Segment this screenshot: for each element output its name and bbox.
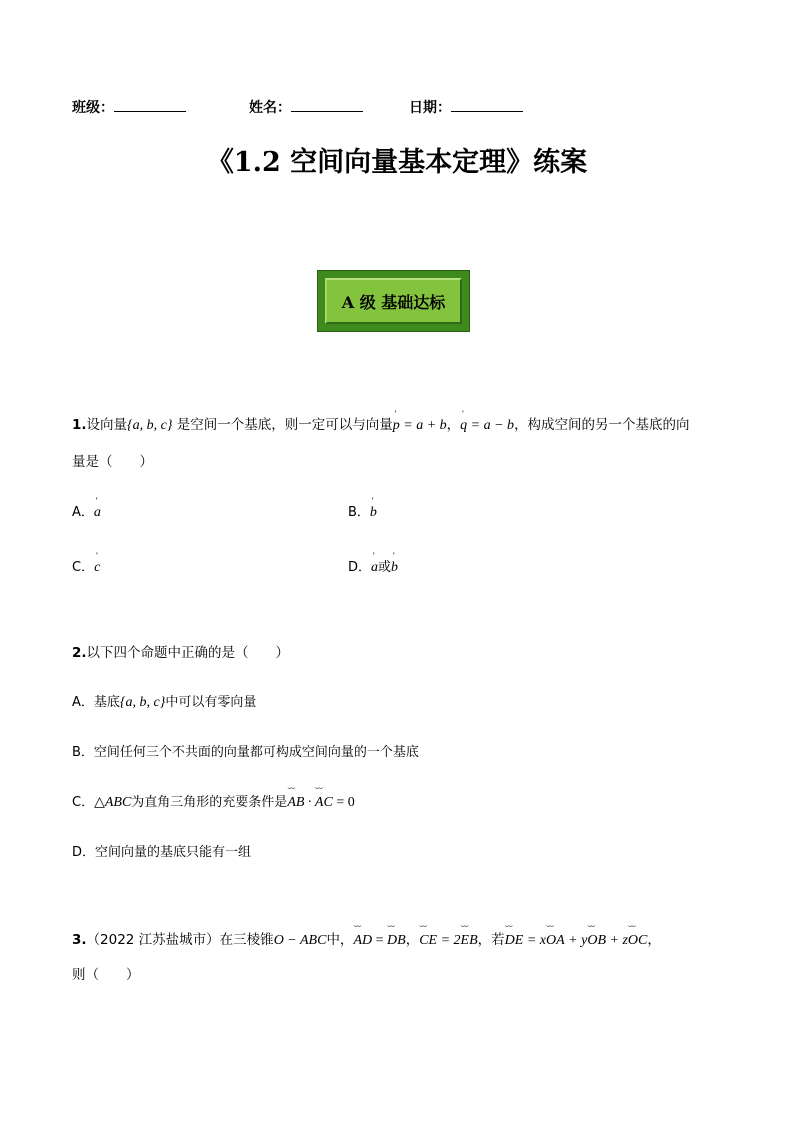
equals-two: = 2 xyxy=(437,933,461,948)
page-title: 《1.2 空间向量基本定理》练案 xyxy=(206,147,588,178)
date-field xyxy=(409,97,523,117)
q3-text-2: ，若 xyxy=(477,932,505,948)
separator: ， xyxy=(647,932,661,948)
question-1-line-1 xyxy=(72,413,690,434)
q1-option-a[interactable] xyxy=(72,501,101,521)
question-3-line-2: 则（ ） xyxy=(72,967,140,983)
section-badge-label: A 级 基础达标 xyxy=(325,278,462,324)
vector-ac: ⌣⌣ AC xyxy=(315,795,333,811)
vector-oc: ⌣⌣ OC xyxy=(628,933,647,949)
vector-ob: ⌣⌣ OB xyxy=(587,933,606,949)
q1-option-b[interactable] xyxy=(348,501,377,521)
section-badge xyxy=(317,270,470,332)
basis-set: {a, b, c} xyxy=(127,418,173,433)
vector-oa: ⌣⌣ OA xyxy=(546,933,565,949)
equals-x: = x xyxy=(523,933,546,948)
option-label: C． xyxy=(72,795,95,810)
tetrahedron: O − ABC xyxy=(273,933,327,948)
q1-text: 设向量 xyxy=(86,417,128,433)
separator: ， xyxy=(405,932,420,948)
option-value-a: ' a xyxy=(371,560,378,576)
q1-eq-q: = a − b xyxy=(467,418,515,433)
vector-ad: ⌣⌣ AD xyxy=(353,933,372,949)
q3-text: 中， xyxy=(326,932,354,948)
vector-ab: ⌣⌣ AB xyxy=(287,795,304,811)
question-1-line-2: 量是（ ） xyxy=(72,454,153,470)
vector-de: ⌣⌣ DE xyxy=(505,933,524,949)
plus-y: + y xyxy=(564,933,588,948)
option-label: C． xyxy=(72,560,95,575)
plus-z: + z xyxy=(606,933,628,948)
name-field xyxy=(249,97,363,117)
option-value: ' a xyxy=(94,505,101,521)
question-number: 2. xyxy=(72,645,87,661)
option-label: B． xyxy=(348,505,370,520)
vector-eb: ⌣⌣ EB xyxy=(461,933,478,949)
q1-option-c[interactable] xyxy=(72,556,100,576)
q1-option-d[interactable] xyxy=(348,556,398,576)
dot-operator: · xyxy=(304,795,315,810)
q2-option-b[interactable]: B．空间任何三个不共面的向量都可构成空间向量的一个基底 xyxy=(72,745,419,760)
q1-eq-p: = a + b xyxy=(399,418,447,433)
question-2 xyxy=(72,641,289,661)
class-blank[interactable] xyxy=(114,99,186,112)
q1-text-2: 是空间一个基底，则一定可以与向量 xyxy=(176,417,393,433)
q2-option-d[interactable]: D．空间向量的基底只能有一组 xyxy=(72,845,252,860)
vector-p: ' p xyxy=(393,418,400,434)
date-label: 日期： xyxy=(409,100,451,116)
option-value-b: ' b xyxy=(391,560,398,576)
vector-db: ⌣⌣ DB xyxy=(387,933,406,949)
q1-text-3: ，构成空间的另一个基底的向 xyxy=(514,417,690,433)
option-value: ' b xyxy=(370,505,377,521)
option-value: ' c xyxy=(94,560,100,576)
name-blank[interactable] xyxy=(291,99,363,112)
vector-q: ' q xyxy=(460,418,467,434)
option-text: 基底 xyxy=(93,695,120,710)
question-3-line-1 xyxy=(72,928,661,949)
name-label: 姓名： xyxy=(249,100,291,116)
q2-option-c[interactable] xyxy=(72,791,355,811)
class-label: 班级： xyxy=(72,100,114,116)
option-label: A． xyxy=(72,695,94,710)
question-number: 3. xyxy=(72,932,87,948)
equals: = xyxy=(372,933,388,948)
option-or: 或 xyxy=(378,560,392,575)
basis-set: {a, b, c} xyxy=(119,695,166,710)
question-source: （2022 江苏盐城市）在三棱锥 xyxy=(86,932,274,948)
option-text: 为直角三角形的充要条件是 xyxy=(131,795,288,810)
option-label: A． xyxy=(72,505,94,520)
option-text-2: 中可以有零向量 xyxy=(165,695,257,710)
separator: ， xyxy=(446,417,461,433)
vector-ce: ⌣⌣ CE xyxy=(419,933,437,949)
class-field xyxy=(72,97,186,117)
question-text: 以下四个命题中正确的是（ ） xyxy=(86,645,290,661)
question-number: 1. xyxy=(72,417,87,433)
option-label: D． xyxy=(348,560,372,575)
triangle: △ABC xyxy=(94,795,132,810)
equals-zero: = 0 xyxy=(332,795,355,810)
q2-option-a[interactable] xyxy=(72,691,256,711)
date-blank[interactable] xyxy=(451,99,523,112)
